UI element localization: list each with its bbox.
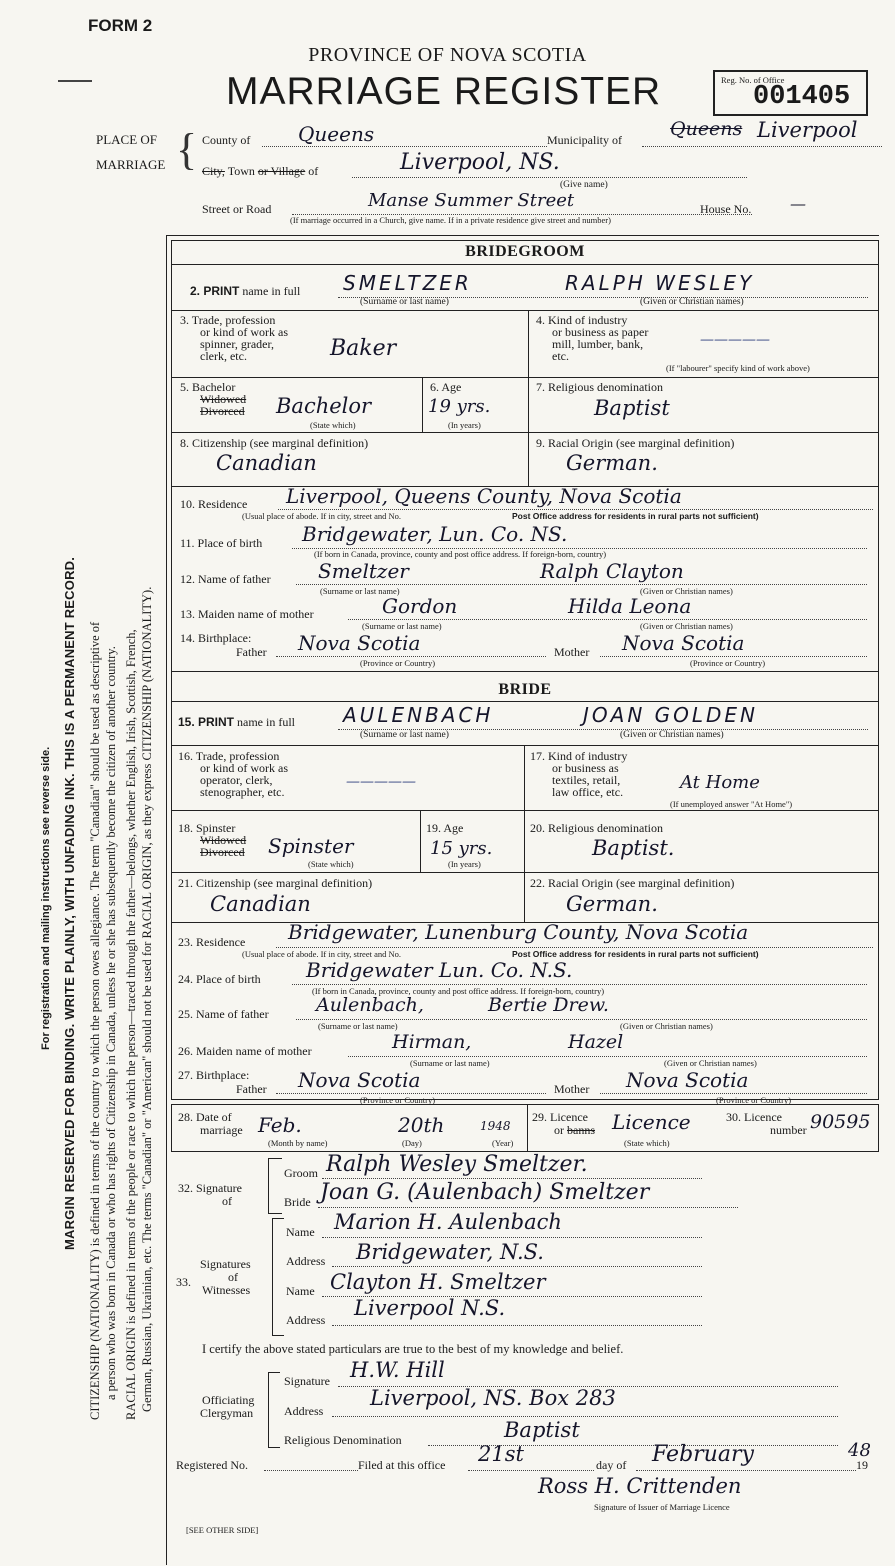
groom-status: Bachelor (276, 394, 372, 418)
groom-father-given: Ralph Clayton (540, 559, 684, 583)
month-caption: (Month by name) (268, 1138, 328, 1148)
clergy-signature-label: Signature (284, 1374, 330, 1388)
f30-label-1: 30. Licence (726, 1110, 782, 1124)
certify-statement: I certify the above stated particulars are true to the best of my knowledge and belief. (202, 1342, 624, 1356)
house-value: — (790, 194, 806, 213)
f29-label-1: 29. Licence (532, 1110, 588, 1124)
f14-mother-caption: (Province or Country) (690, 658, 766, 668)
f2-label (190, 285, 300, 298)
f17-label-3: textiles, retail, (552, 773, 621, 787)
street-label: Street or Road (202, 202, 272, 216)
f12-surname-caption: (Surname or last name) (320, 586, 400, 596)
f6-label: 6. Age (430, 380, 462, 394)
f30-label-2: number (770, 1123, 807, 1137)
bride-label: Bride (284, 1195, 311, 1209)
f25-label: 25. Name of father (178, 1007, 269, 1021)
groom-mother-surname: Gordon (382, 594, 458, 618)
bride-surname-caption: (Surname or last name) (360, 730, 449, 740)
bride-religion: Baptist. (592, 836, 675, 860)
bride-signature: Joan G. (Aulenbach) Smeltzer (320, 1180, 650, 1205)
f29-or: or (554, 1123, 564, 1137)
filed-day: 21st (478, 1442, 524, 1466)
bridegroom-title: BRIDEGROOM (465, 243, 585, 260)
margin-line-2: MARGIN RESERVED FOR BINDING. WRITE PLAINLY, WITH UNFADING INK. THIS IS A PERMANENT RECORD. (62, 556, 77, 1250)
filed-year: 48 (848, 1440, 871, 1461)
bride-state-which: (State which) (308, 859, 354, 869)
village-struck: or Village (257, 164, 306, 178)
f22-label: 22. Racial Origin (see marginal definition) (530, 876, 735, 890)
margin-line-1: For registration and mailing instructions see reverse side. (40, 746, 52, 1050)
groom-religion: Baptist (594, 396, 670, 420)
county-label: County of (202, 133, 251, 147)
f25-surname-caption: (Surname or last name) (318, 1021, 398, 1031)
groom-given: RALPH WESLEY (565, 271, 755, 295)
bride-res-note-b: Post Office address for residents in rural parts not sufficient) (512, 949, 759, 959)
w2-address-label: Address (286, 1313, 326, 1327)
licence-number: 90595 (810, 1111, 871, 1133)
form-number: FORM 2 (88, 16, 153, 35)
f14-label: 14. Birthplace: (180, 631, 252, 645)
witness-bracket (272, 1218, 284, 1336)
municipality-label: Municipality of (547, 133, 622, 147)
reg-label: Reg. No. of Office (721, 75, 785, 85)
day-of-label: day of (596, 1458, 627, 1472)
groom-birth-note: (If born in Canada, province, county and post office address. If foreign-born, country) (314, 549, 607, 559)
margin-line-4: a person who was born in Canada or who has rights of Citizenship in Canada, unless he or she has subsequently become the citizen of another country. (104, 646, 118, 1400)
bride-given-caption: (Given or Christian names) (620, 730, 724, 740)
bride-mother-surname: Hirman, (392, 1031, 472, 1053)
bride-age: 15 yrs. (430, 838, 493, 859)
f4-note: (If "labourer" specify kind of work above) (666, 363, 810, 373)
w2-name-label: Name (286, 1284, 315, 1298)
f33-label-2: of (228, 1270, 238, 1284)
f17-label-2: or business as (552, 761, 619, 775)
w1-address: Bridgewater, N.S. (356, 1240, 544, 1264)
f4-label-3: mill, lumber, bank, (552, 337, 644, 351)
bride-birth-note: (If born in Canada, province, county and post office address. If foreign-born, country) (312, 986, 605, 996)
f32-label-2: of (222, 1194, 232, 1208)
groom-label: Groom (284, 1166, 318, 1180)
town-label-line (202, 165, 318, 178)
groom-racial: German. (566, 451, 658, 475)
officiating-label-1: Officiating (202, 1393, 255, 1407)
w1-name: Marion H. Aulenbach (334, 1210, 562, 1234)
issuer-caption: Signature of Issuer of Marriage Licence (594, 1502, 730, 1512)
f14-father-label: Father (236, 645, 267, 659)
clergy-address: Liverpool, NS. Box 283 (370, 1386, 616, 1410)
house-label: House No. (700, 202, 752, 216)
f26-surname-caption: (Surname or last name) (410, 1058, 490, 1068)
bride-status: Spinster (268, 834, 354, 858)
place-group-label-2: MARRIAGE (96, 157, 166, 172)
w1-name-label: Name (286, 1225, 315, 1239)
f5-label-3: Divorced (200, 404, 245, 418)
f15-label-name: name in full (237, 715, 295, 729)
f26-label: 26. Maiden name of mother (178, 1044, 312, 1058)
f3-label-4: clerk, etc. (200, 349, 247, 363)
f25-given-caption: (Given or Christian names) (620, 1021, 713, 1031)
groom-in-years: (In years) (448, 420, 481, 430)
f12-given-caption: (Given or Christian names) (640, 586, 733, 596)
groom-mother-birthplace: Nova Scotia (622, 631, 745, 655)
bride-trade: ————— (346, 774, 416, 790)
groom-res-note-a: (Usual place of abode. If in city, street and No. (242, 511, 402, 521)
f23-label: 23. Residence (178, 935, 246, 949)
f17-label-4: law office, etc. (552, 785, 624, 799)
f4-label-4: etc. (552, 349, 569, 363)
f11-label: 11. Place of birth (180, 536, 263, 550)
f13-given-caption: (Given or Christian names) (640, 621, 733, 631)
margin-line-5: RACIAL ORIGIN is defined in terms of the people or race to which the person—traced through the father—belongs, whether English, Irish, Scottish, French, (124, 629, 138, 1420)
groom-mother-given: Hilda Leona (568, 594, 692, 618)
clergy-bracket (268, 1372, 280, 1448)
f32-label-1: 32. Signature (178, 1181, 242, 1195)
groom-residence: Liverpool, Queens County, Nova Scotia (286, 484, 682, 508)
f18-label-2: Widowed (200, 833, 247, 847)
w2-name: Clayton H. Smeltzer (330, 1270, 546, 1294)
see-other-side: [SEE OTHER SIDE] (186, 1525, 259, 1535)
issuer-signature: Ross H. Crittenden (538, 1474, 742, 1498)
bride-in-years: (In years) (448, 859, 481, 869)
marriage-day: 20th (398, 1113, 445, 1137)
w1-address-label: Address (286, 1254, 326, 1268)
bride-father-surname: Aulenbach, (316, 994, 424, 1016)
f27-mother-caption: (Province or Country) (716, 1095, 792, 1105)
groom-res-note-b: Post Office address for residents in rural parts not sufficient) (512, 511, 759, 521)
clergy-signature: H.W. Hill (350, 1358, 445, 1382)
f17-label-1: 17. Kind of industry (530, 749, 628, 763)
f33-label-3: Witnesses (202, 1283, 251, 1297)
street-note: (If marriage occurred in a Church, give name. If in a private residence give street and number) (290, 215, 611, 225)
bride-residence: Bridgewater, Lunenburg County, Nova Scotia (288, 920, 749, 944)
groom-surname-caption: (Surname or last name) (360, 297, 449, 307)
clergy-address-label: Address (284, 1404, 324, 1418)
place-brace: { (176, 125, 198, 174)
f10-label: 10. Residence (180, 497, 248, 511)
registration-box (713, 70, 868, 116)
f28-label-1: 28. Date of (178, 1110, 232, 1124)
f16-label-2: or kind of work as (200, 761, 288, 775)
f27-label: 27. Birthplace: (178, 1068, 250, 1082)
groom-birthplace: Bridgewater, Lun. Co. NS. (302, 522, 568, 546)
give-name-caption: (Give name) (560, 180, 608, 190)
groom-state-which: (State which) (310, 420, 356, 430)
f14-mother-label: Mother (554, 645, 590, 659)
f16-label-1: 16. Trade, profession (178, 749, 280, 763)
reg-number: 001405 (753, 82, 851, 112)
groom-industry: ————— (700, 332, 770, 348)
f26-given-caption: (Given or Christian names) (664, 1058, 757, 1068)
city-struck: City, (202, 164, 225, 178)
bride-racial: German. (566, 892, 658, 916)
f19-label: 19. Age (426, 821, 464, 835)
clergy-denomination-label: Religious Denomination (284, 1433, 402, 1447)
year-caption: (Year) (492, 1138, 514, 1148)
groom-given-caption: (Given or Christian names) (640, 297, 744, 307)
licence-type-caption: (State which) (624, 1138, 670, 1148)
marriage-month: Feb. (258, 1113, 302, 1137)
bride-mother-given: Hazel (568, 1031, 624, 1053)
bride-surname: AULENBACH (343, 703, 494, 727)
f14-father-caption: (Province or Country) (360, 658, 436, 668)
f29-banns: banns (567, 1123, 595, 1137)
town-label: Town (227, 164, 255, 178)
bride-title: BRIDE (498, 681, 552, 698)
f15-label-print: 15. PRINT (178, 715, 235, 729)
f18-label-1: 18. Spinster (178, 821, 236, 835)
town-value: Liverpool, NS. (400, 150, 560, 175)
marriage-year: 1948 (480, 1119, 511, 1133)
f33-label-1: Signatures (200, 1257, 251, 1271)
form-title: MARRIAGE REGISTER (226, 70, 662, 113)
place-group-label-1: PLACE OF (96, 132, 158, 147)
f3-label-1: 3. Trade, profession (180, 313, 276, 327)
filed-label: Filed at this office (358, 1458, 446, 1472)
f16-label-4: stenographer, etc. (200, 785, 285, 799)
municipality-struck: Queens (670, 118, 743, 140)
f28-label-2: marriage (200, 1123, 243, 1137)
f27-father-caption: (Province or Country) (360, 1095, 436, 1105)
street-value: Manse Summer Street (368, 190, 575, 211)
municipality-value: Liverpool (757, 118, 858, 142)
f13-surname-caption: (Surname or last name) (362, 621, 442, 631)
groom-father-birthplace: Nova Scotia (298, 631, 421, 655)
f18-label-3: Divorced (200, 845, 245, 859)
f2-label-name: name in full (242, 284, 301, 298)
day-caption: (Day) (402, 1138, 422, 1148)
bride-given: JOAN GOLDEN (583, 703, 759, 727)
registered-label: Registered No. (176, 1458, 248, 1472)
footer-year-prefix: 19 (856, 1458, 868, 1472)
f8-label: 8. Citizenship (see marginal definition) (180, 436, 369, 450)
f27-father-label: Father (236, 1082, 267, 1096)
f29-label-2 (554, 1124, 595, 1137)
clergy-denomination: Baptist (504, 1418, 580, 1442)
f3-label-3: spinner, grader, (200, 337, 275, 351)
f4-label-1: 4. Kind of industry (536, 313, 628, 327)
f5-label-1: 5. Bachelor (180, 380, 236, 394)
groom-father-surname: Smeltzer (318, 559, 409, 583)
bride-father-given: Bertie Drew. (488, 994, 609, 1016)
f12-label: 12. Name of father (180, 572, 271, 586)
bride-birthplace: Bridgewater Lun. Co. N.S. (306, 958, 573, 982)
f4-label-2: or business as paper (552, 325, 649, 339)
bride-citizenship: Canadian (210, 892, 311, 916)
filed-month: February (652, 1442, 754, 1467)
f27-mother-label: Mother (554, 1082, 590, 1096)
bride-mother-birthplace: Nova Scotia (626, 1068, 749, 1092)
f9-label: 9. Racial Origin (see marginal definition) (536, 436, 735, 450)
f3-label-2: or kind of work as (200, 325, 288, 339)
bride-res-note-a: (Usual place of abode. If in city, street and No. (242, 949, 402, 959)
f16-label-3: operator, clerk, (200, 773, 273, 787)
f13-label: 13. Maiden name of mother (180, 607, 314, 621)
f5-label-2: Widowed (200, 392, 247, 406)
groom-trade: Baker (330, 336, 397, 361)
margin-line-6: German, Russian, Ukrainian, etc. The terms "Canadian" or "American" should not be used for RACIAL ORIGIN, as they express CITIZENSHIP (NATIONALITY). (140, 586, 154, 1412)
f15-label (178, 716, 295, 729)
groom-signature: Ralph Wesley Smeltzer. (326, 1152, 588, 1177)
town-of-label: of (308, 164, 319, 178)
officiating-label-2: Clergyman (200, 1406, 254, 1420)
province-title: PROVINCE OF NOVA SCOTIA (308, 44, 587, 66)
f2-label-print: 2. PRINT (190, 284, 240, 298)
groom-citizenship: Canadian (216, 451, 317, 475)
groom-surname: SMELTZER (343, 271, 472, 295)
county-value: Queens (298, 122, 375, 146)
bride-father-birthplace: Nova Scotia (298, 1068, 421, 1092)
margin-line-3: CITIZENSHIP (NATIONALITY) is defined in terms of the country to which the person owes allegiance. The term "Canadian" should be used as descriptive of (88, 621, 102, 1420)
licence-type: Licence (612, 1110, 691, 1134)
signature-bracket (268, 1158, 282, 1214)
w2-address: Liverpool N.S. (354, 1296, 506, 1320)
f17-note: (If unemployed answer "At Home") (670, 799, 793, 809)
f7-label: 7. Religious denomination (536, 380, 663, 394)
f24-label: 24. Place of birth (178, 972, 261, 986)
f21-label: 21. Citizenship (see marginal definition) (178, 876, 373, 890)
f33-number: 33. (176, 1275, 191, 1289)
pen-mark (58, 80, 92, 82)
groom-age: 19 yrs. (428, 396, 491, 417)
bride-industry: At Home (680, 772, 760, 793)
f20-label: 20. Religious denomination (530, 821, 663, 835)
